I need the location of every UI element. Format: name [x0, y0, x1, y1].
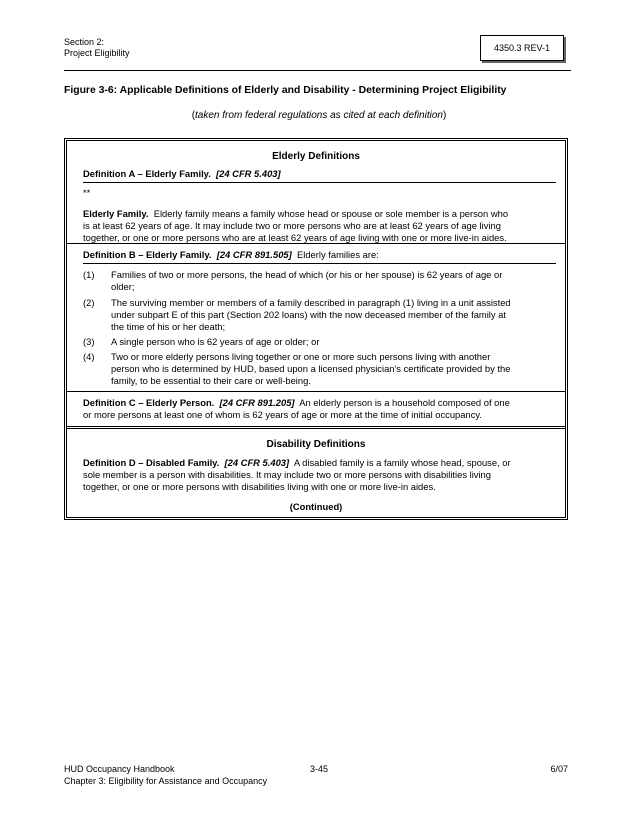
list-item-line: Two or more elderly persons living together or one or more such persons living with another — [111, 351, 491, 362]
header-rule — [64, 70, 571, 71]
def-c-line2: or more persons at least one of whom is 62 years of age or more at the time of initial occupancy. — [83, 409, 482, 420]
separator-elderly-disability — [67, 426, 565, 429]
footer-handbook: HUD Occupancy Handbook — [64, 764, 175, 774]
list-item-text — [111, 297, 556, 333]
def-d-line2: sole member is a person with disabilities. It may include two or more persons with disabilities living — [83, 469, 491, 480]
list-item-number: (4) — [83, 351, 95, 362]
def-d-cite: [24 CFR 5.403] — [224, 457, 290, 468]
list-item-line: the time of his or her death; — [111, 321, 226, 332]
subtitle-open-paren: ( — [191, 110, 196, 121]
header-subsection: Project Eligibility — [64, 48, 130, 58]
figure-title: Figure 3-6: Applicable Definitions of Elderly and Disability - Determining Project Eligibility — [64, 85, 507, 96]
disability-heading: Disability Definitions — [266, 439, 366, 450]
def-b-title — [83, 249, 556, 261]
def-a-title — [83, 168, 556, 180]
def-b-intro: Elderly families are: — [296, 249, 379, 260]
def-b-rule — [83, 263, 556, 264]
separator-b-c — [67, 391, 565, 392]
subtitle-text: taken from federal regulations as cited at each definition — [195, 110, 443, 121]
def-a-term: Elderly Family. — [83, 208, 149, 219]
list-item-line: The surviving member or members of a family described in paragraph (1) living in a unit assisted — [111, 297, 511, 308]
footer-chapter: Chapter 3: Eligibility for Assistance and Occupancy — [64, 776, 268, 786]
def-c-cite: [24 CFR 891.205] — [219, 397, 295, 408]
def-a-body — [83, 208, 556, 244]
list-item-line: family, to be essential to their care or well-being. — [111, 375, 311, 386]
def-b-label: Definition B – Elderly Family. — [83, 249, 212, 260]
list-item-text — [111, 269, 556, 293]
footer-date: 6/07 — [550, 764, 568, 774]
list-item-number: (2) — [83, 297, 95, 308]
def-c-label: Definition C – Elderly Person. — [83, 397, 215, 408]
figure-subtitle — [0, 110, 638, 121]
def-a-rule — [83, 182, 556, 183]
def-b-cite: [24 CFR 891.505] — [216, 249, 292, 260]
list-item-line: Families of two or more persons, the head of which (or his or her spouse) is 62 years of age or — [111, 269, 503, 280]
def-c-line1-text: An elderly person is a household composed of one — [299, 397, 510, 408]
separator-a-b — [67, 243, 565, 244]
header-section: Section 2: — [64, 37, 105, 47]
def-c-body — [83, 397, 556, 421]
def-d-line1-text: A disabled family is a family whose head, spouse, or — [293, 457, 511, 468]
list-item-line: older; — [111, 281, 135, 292]
def-a-line1-text: Elderly family means a family whose head or spouse or sole member is a person who — [153, 208, 509, 219]
list-item-number: (1) — [83, 269, 95, 280]
def-a-line1 — [83, 208, 556, 220]
list-item-line: person who is determined by HUD, based upon a licensed physician's certificate provided by the — [111, 363, 511, 374]
def-a-label: Definition A – Elderly Family. — [83, 168, 211, 179]
list-item-line: A single person who is 62 years of age or older; or — [111, 336, 320, 347]
list-item-text — [111, 351, 556, 387]
list-item-text — [111, 336, 556, 348]
definitions-table — [64, 138, 568, 520]
elderly-heading: Elderly Definitions — [272, 151, 360, 162]
doc-number-box: 4350.3 REV-1 — [480, 35, 564, 61]
footer-page-number: 3-45 — [310, 764, 329, 774]
def-c-line1 — [83, 397, 556, 409]
list-item-line: under subpart E of this part (Section 202 loans) with the now deceased member of the family at — [111, 309, 507, 320]
def-d-line1 — [83, 457, 556, 469]
def-d-label: Definition D – Disabled Family. — [83, 457, 220, 468]
def-a-cite: [24 CFR 5.403] — [216, 168, 281, 179]
def-d-body — [83, 457, 556, 493]
def-d-line3: together, or one or more persons with disabilities living with one or more live-in aides. — [83, 481, 436, 492]
running-header — [64, 37, 130, 59]
def-a-line2: is at least 62 years of age. It may include two or more persons who are at least 62 years of age living — [83, 220, 501, 231]
subtitle-close-paren: ) — [442, 110, 447, 121]
list-item-number: (3) — [83, 336, 95, 347]
def-a-stars: ** — [83, 187, 91, 198]
continued-label: (Continued) — [289, 501, 343, 512]
def-a-line3: together, or one or more persons who are at least 62 years of age living with one or more live-in aides. — [83, 232, 507, 243]
